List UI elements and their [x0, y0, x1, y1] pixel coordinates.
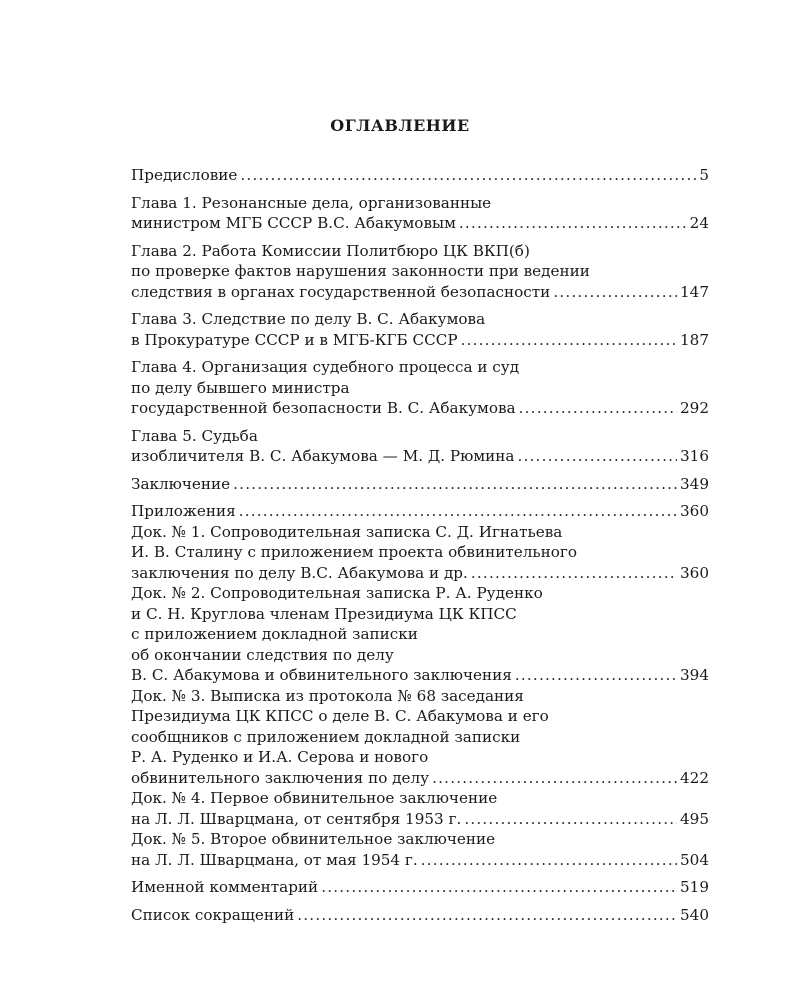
- dot-leader: [233, 474, 677, 495]
- dot-leader: [519, 398, 677, 419]
- page-number: 519: [680, 878, 709, 896]
- toc-entry-line: Р. А. Руденко и И.А. Серова и нового: [131, 748, 429, 766]
- page-number: 5: [699, 166, 709, 184]
- dot-leader: [239, 501, 677, 522]
- dot-leader: [240, 165, 696, 186]
- toc-entry-last-line: [131, 768, 709, 789]
- toc-entry: [131, 193, 709, 234]
- toc-entry: [131, 522, 709, 584]
- dot-leader: [461, 330, 677, 351]
- toc-entry-text: В. С. Абакумова и обвинительного заключения: [131, 666, 512, 684]
- page-number: 316: [680, 447, 709, 465]
- dot-leader: [421, 850, 677, 871]
- page-number: 422: [680, 768, 709, 787]
- toc-entry-text: Заключение: [131, 474, 231, 493]
- toc-entry-line: сообщников с приложением докладной записки: [131, 727, 521, 746]
- toc-entry-line: Док. № 2. Сопроводительная записка Р. А. Руденко: [131, 584, 543, 602]
- toc-entry-text: государственной безопасности В. С. Абакумова: [131, 399, 516, 417]
- toc-entry-last-line: [131, 665, 709, 686]
- toc-entry-text: Список сокращений: [131, 905, 295, 924]
- dot-leader: [432, 768, 677, 789]
- dot-leader: [471, 563, 677, 584]
- toc-entry: [131, 829, 709, 870]
- dot-leader: [517, 446, 677, 467]
- toc-entry-text: на Л. Л. Шварцмана, от сентября 1953 г.: [131, 809, 462, 828]
- toc-entry: [131, 357, 709, 419]
- toc-entry-text: Приложения: [131, 502, 236, 520]
- toc-entry-last-line: [131, 213, 709, 234]
- toc-entry-line: Док. № 5. Второе обвинительное заключение: [131, 830, 496, 848]
- toc-entry-line: И. В. Сталину с приложением проекта обвинительного: [131, 543, 578, 561]
- toc-entry-line: Президиума ЦК КПСС о деле В. С. Абакумова и его: [131, 707, 549, 725]
- toc-entry: [131, 165, 709, 186]
- toc-entry-line: Глава 2. Работа Комиссии Политбюро ЦК ВКП(б): [131, 241, 530, 260]
- toc-entry-line: по делу бывшего министра: [131, 378, 350, 397]
- toc-entry-line: Глава 1. Резонансные дела, организованные: [131, 193, 492, 212]
- dot-leader: [321, 877, 677, 898]
- toc-entry-last-line: [131, 446, 709, 467]
- toc-entry-text: министром МГБ СССР В.С. Абакумовым: [131, 214, 456, 232]
- toc-entry-last-line: [131, 165, 709, 186]
- toc-entry: [131, 788, 709, 829]
- toc-entry-last-line: [131, 809, 709, 830]
- toc-entry-text: Предисловие: [131, 166, 238, 184]
- page-number: 540: [680, 905, 709, 924]
- toc-entry-line: Док. № 4. Первое обвинительное заключение: [131, 789, 498, 807]
- toc-entry-line: об окончании следствия по делу: [131, 645, 394, 664]
- toc-entry-text: изобличителя В. С. Абакумова — М. Д. Рюмина: [131, 447, 515, 465]
- toc-entry: [131, 686, 709, 789]
- toc-entry: [131, 426, 709, 467]
- toc-entry-text: Именной комментарий: [131, 878, 319, 896]
- dot-leader: [464, 809, 677, 830]
- dot-leader: [297, 905, 677, 926]
- toc-entry-line: Глава 5. Судьба: [131, 426, 258, 445]
- page-number: 349: [680, 474, 709, 493]
- page-number: 504: [680, 850, 709, 869]
- dot-leader: [553, 282, 677, 303]
- toc-entry: [131, 309, 709, 350]
- page-number: 24: [689, 214, 709, 232]
- toc-entry-last-line: [131, 563, 709, 584]
- page-number: 360: [680, 563, 709, 582]
- toc-entry-text: на Л. Л. Шварцмана, от мая 1954 г.: [131, 850, 418, 869]
- toc-entry-text: заключения по делу В.С. Абакумова и др.: [131, 563, 468, 582]
- toc-entry-line: с приложением докладной записки: [131, 625, 418, 643]
- toc-entry-last-line: [131, 501, 709, 522]
- page-number: 187: [680, 330, 709, 349]
- toc-entry-last-line: [131, 282, 709, 303]
- page-number: 394: [680, 666, 709, 684]
- toc-entry: [131, 905, 709, 926]
- toc-entry-line: Док. № 3. Выписка из протокола № 68 заседания: [131, 686, 524, 705]
- toc-entry-last-line: [131, 474, 709, 495]
- toc-entry-last-line: [131, 877, 709, 898]
- toc-entry-last-line: [131, 905, 709, 926]
- page-number: 495: [680, 809, 709, 828]
- toc-entry-last-line: [131, 398, 709, 419]
- table-of-contents: [131, 165, 709, 932]
- dot-leader: [459, 213, 687, 234]
- page-number: 360: [680, 502, 709, 520]
- toc-entry: [131, 474, 709, 495]
- page-number: 147: [680, 282, 709, 301]
- toc-entry: [131, 241, 709, 303]
- toc-entry-text: обвинительного заключения по делу: [131, 768, 430, 787]
- toc-entry-text: в Прокуратуре СССР и в МГБ-КГБ СССР: [131, 330, 458, 349]
- toc-entry-line: Глава 4. Организация судебного процесса и суд: [131, 358, 520, 376]
- toc-entry-last-line: [131, 330, 709, 351]
- toc-entry: [131, 877, 709, 898]
- toc-entry-text: следствия в органах государственной безопасности: [131, 282, 551, 301]
- toc-entry-line: по проверке фактов нарушения законности при ведении: [131, 262, 590, 280]
- toc-entry-line: и С. Н. Круглова членам Президиума ЦК КПСС: [131, 604, 517, 623]
- toc-entry-line: Глава 3. Следствие по делу В. С. Абакумова: [131, 310, 486, 328]
- page-number: 292: [680, 399, 709, 417]
- dot-leader: [515, 665, 677, 686]
- toc-entry-line: Док. № 1. Сопроводительная записка С. Д. Игнатьева: [131, 522, 563, 541]
- toc-entry: [131, 583, 709, 686]
- toc-entry-last-line: [131, 850, 709, 871]
- toc-entry: [131, 501, 709, 522]
- toc-title: ОГЛАВЛЕНИЕ: [330, 116, 470, 135]
